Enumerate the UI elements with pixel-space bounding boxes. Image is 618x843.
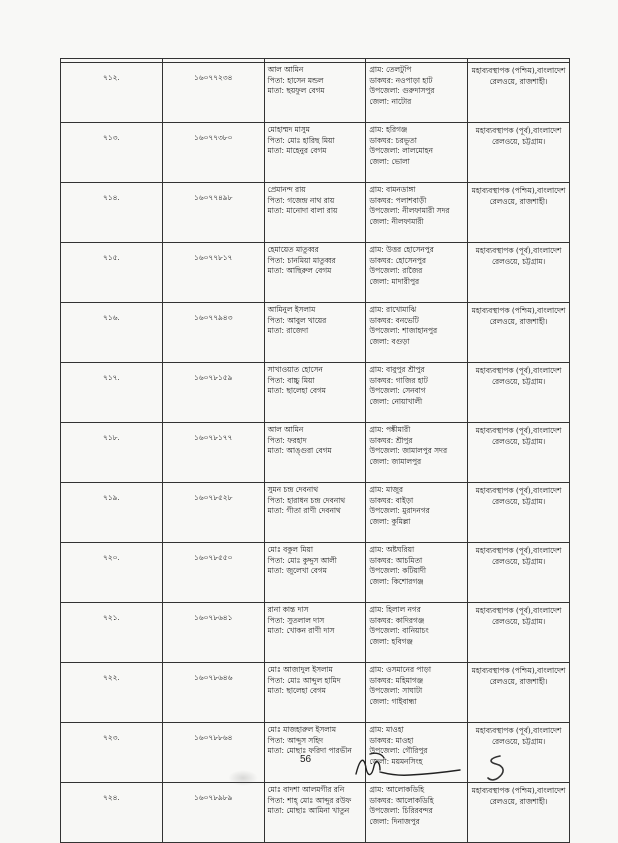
candidate-table-body — [61, 59, 570, 843]
candidate-info-cell — [264, 363, 366, 423]
posting-office: মহাব্যবস্থাপক (পূর্ব),বাংলাদেশ — [475, 606, 562, 615]
district: জেলা: ভোলা — [369, 156, 410, 166]
father-name: পিতা: গজেন্দ্র নাথ রায় — [267, 195, 335, 205]
village: গ্রাম: তেলটুপি — [369, 65, 412, 74]
address-cell — [366, 543, 468, 603]
address-cell — [366, 663, 468, 723]
serial-number-cell — [61, 363, 163, 423]
post-office: ডাকঘর: নওপাড়া হাট — [369, 75, 433, 85]
candidate-name: মোহাম্মদ মাসুম — [267, 125, 310, 134]
village: গ্রাম: অষ্টঘরিয়া — [369, 545, 415, 554]
upazila: উপজেলা: জামালপুর সদর — [369, 446, 448, 456]
upazila: উপজেলা: চিরিরবন্দর — [369, 806, 433, 816]
candidate-name: মোঃ বকুল মিয়া — [267, 545, 313, 554]
upazila: উপজেলা: গৌরিপুর — [369, 746, 428, 756]
village: গ্রাম: রাখোমাঝি — [369, 305, 417, 314]
mother-name: মাতা: মোছাঃ আমিনা খাতুন — [267, 806, 350, 816]
posting-office: মহাব্যবস্থাপক (পশ্চিম),বাংলাদেশ — [471, 786, 566, 795]
candidate-name: সুমন চন্দ্র দেবনাথ — [267, 485, 318, 494]
roll-number: ১৬০৭৮৬৪১ — [193, 613, 233, 622]
father-name: পিতা: ফরহাদ — [267, 435, 307, 445]
post-office: ডাকঘর: বনভেটি — [369, 315, 419, 325]
district: জেলা: মাদারীপুর — [369, 276, 420, 286]
posting-location: রেলওয়ে, চট্টগ্রাম। — [492, 257, 546, 266]
roll-number-cell — [162, 63, 264, 123]
candidate-name: আল আমিন — [267, 65, 304, 74]
post-office: ডাকঘর: গাজির হাট — [369, 375, 428, 385]
table-row — [61, 243, 570, 303]
father-name: পিতা: সুতলাল দাস — [267, 615, 325, 625]
serial-number: ৭২২. — [103, 673, 120, 682]
posting-cell — [468, 183, 570, 243]
posting-location: রেলওয়ে, রাজশাহী। — [489, 197, 548, 206]
upazila: উপজেলা: নীলফামারী সদর — [369, 206, 450, 216]
district: জেলা: নোয়াখালী — [369, 396, 423, 406]
candidate-info-cell — [264, 183, 366, 243]
candidate-info-cell — [264, 243, 366, 303]
village: গ্রাম: মাওহা — [369, 725, 404, 734]
roll-number-cell — [162, 243, 264, 303]
roll-number: ১৬০৭৮৫৫০ — [193, 553, 233, 562]
posting-cell — [468, 303, 570, 363]
father-name: পিতা: শাহ্ মোঃ আব্দুর রউফ — [267, 795, 351, 805]
candidate-name: মোঃ আজাদুল ইসলাম — [267, 665, 333, 674]
candidate-table — [60, 58, 570, 843]
roll-number: ১৬০৭৮৫২৮ — [193, 493, 233, 502]
posting-cell — [468, 363, 570, 423]
village: গ্রাম: হরিগঞ্জ — [369, 125, 408, 134]
roll-number: ১৬০৭৭৩৮০ — [193, 133, 233, 142]
serial-number: ৭১৯. — [103, 493, 120, 502]
upazila: উপজেলা: মুরাদনগর — [369, 506, 430, 516]
serial-number-cell — [61, 783, 163, 843]
roll-number-cell — [162, 663, 264, 723]
post-office: ডাকঘর: বাইড়া — [369, 495, 414, 505]
upazila: উপজেলা: রাজৈর — [369, 266, 423, 276]
post-office: ডাকঘর: চরভূতা — [369, 135, 417, 145]
district: জেলা: কিশোরগঞ্জ — [369, 576, 424, 586]
posting-cell — [468, 123, 570, 183]
serial-number-cell — [61, 423, 163, 483]
post-office: ডাকঘর: মাওহা — [369, 735, 414, 745]
mother-name: মাতা: মানোদা বালা রায় — [267, 206, 338, 216]
mother-name: মাতা: ছালেহা বেগম — [267, 386, 326, 396]
candidate-info-cell — [264, 123, 366, 183]
posting-cell — [468, 63, 570, 123]
candidate-info-cell — [264, 543, 366, 603]
roll-number: ১৬০৭৭৮১৭ — [193, 253, 233, 262]
roll-number: ১৬০৭৮৮৬৪ — [193, 733, 233, 742]
candidate-name: রানা কান্ত দাস — [267, 605, 309, 614]
village: গ্রাম: উত্তর হোসেনপুর — [369, 245, 434, 254]
district: জেলা: নাটোর — [369, 96, 412, 106]
serial-number-cell — [61, 663, 163, 723]
address-cell — [366, 63, 468, 123]
serial-number-cell — [61, 483, 163, 543]
mother-name: মাতা: মাহেনুর বেগম — [267, 146, 327, 156]
signature-mark — [350, 748, 520, 792]
table-row — [61, 543, 570, 603]
post-office: ডাকঘর: পলাশবাড়ী — [369, 195, 427, 205]
posting-cell — [468, 423, 570, 483]
roll-number: ১৬০৭৭২৩৪ — [193, 73, 233, 82]
serial-number: ৭২১. — [103, 613, 120, 622]
father-name: পিতা: বাচ্চু মিয়া — [267, 375, 315, 385]
serial-number-cell — [61, 183, 163, 243]
serial-number: ৭১৫. — [103, 253, 120, 262]
posting-office: মহাব্যবস্থাপক (পূর্ব),বাংলাদেশ — [475, 246, 562, 255]
table-row — [61, 63, 570, 123]
table-row — [61, 483, 570, 543]
mother-name: মাতা: রাজেদা — [267, 326, 309, 336]
posting-office: মহাব্যবস্থাপক (পূর্ব),বাংলাদেশ — [475, 426, 562, 435]
upazila: উপজেলা: সাঘাটা — [369, 686, 423, 696]
district: জেলা: নীলফামারী — [369, 216, 424, 226]
district: জেলা: কুমিল্লা — [369, 516, 411, 526]
district: জেলা: ময়মনসিংহ — [369, 756, 423, 766]
page-number: 56 — [300, 754, 312, 765]
candidate-info-cell — [264, 483, 366, 543]
serial-number-cell — [61, 603, 163, 663]
posting-location: রেলওয়ে, রাজশাহী। — [489, 77, 548, 86]
village: গ্রাম: ওসমানের পাড়া — [369, 665, 431, 674]
table-row — [61, 603, 570, 663]
posting-location: রেলওয়ে, চট্টগ্রাম। — [492, 137, 546, 146]
table-row — [61, 663, 570, 723]
father-name: পিতা: চানমিয়া মাতুব্বর — [267, 255, 336, 265]
table-row — [61, 423, 570, 483]
posting-location: রেলওয়ে, চট্টগ্রাম। — [492, 437, 546, 446]
serial-number-cell — [61, 723, 163, 783]
mother-name: মাতা: খোকন রাণী দাস — [267, 626, 335, 636]
candidate-name: প্রেমানন্দ রায় — [267, 185, 306, 194]
signature-scribble — [350, 748, 520, 788]
roll-number: ১৬০৭৮৯৮৯ — [193, 793, 233, 802]
posting-office: মহাব্যবস্থাপক (পূর্ব),বাংলাদেশ — [475, 546, 562, 555]
roll-number: ১৬০৭৮১৭৭ — [193, 433, 233, 442]
scan-smudge — [228, 770, 258, 786]
posting-office: মহাব্যবস্থাপক (পশ্চিম),বাংলাদেশ — [471, 306, 566, 315]
mother-name: মাতা: গীতা রাণী দেবনাথ — [267, 506, 341, 516]
posting-location: রেলওয়ে, চট্টগ্রাম। — [492, 377, 546, 386]
serial-number: ৭১৩. — [103, 133, 120, 142]
village: গ্রাম: হিলাল নগর — [369, 605, 421, 614]
mother-name: মাতা: ছয়ফুল বেগম — [267, 86, 325, 96]
posting-location: রেলওয়ে, চট্টগ্রাম। — [492, 737, 546, 746]
upazila: উপজেলা: শাজাহানপুর — [369, 326, 438, 336]
candidate-info-cell — [264, 603, 366, 663]
serial-number: ৭১৪. — [103, 193, 120, 202]
address-cell — [366, 243, 468, 303]
upazila: উপজেলা: গুরুদাসপুর — [369, 86, 435, 96]
post-office: ডাকঘর: আলোকডিহি — [369, 795, 434, 805]
serial-number: ৭১৮. — [103, 433, 120, 442]
upazila: উপজেলা: লালমোহন — [369, 146, 433, 156]
village: গ্রাম: মাজুর — [369, 485, 403, 494]
village: গ্রাম: বাবুপুর শ্রীপুর — [369, 365, 425, 374]
table-row — [61, 303, 570, 363]
village: গ্রাম: আলোকডিহি — [369, 785, 424, 794]
address-cell — [366, 303, 468, 363]
serial-number: ৭১৬. — [103, 313, 120, 322]
posting-location: রেলওয়ে, রাজশাহী। — [489, 797, 548, 806]
roll-number-cell — [162, 363, 264, 423]
mother-name: মাতা: মোছাঃ ফরিদা পারভীন — [267, 746, 352, 756]
father-name: পিতা: আব্দুস সহিদ — [267, 735, 324, 745]
upazila: উপজেলা: বানিয়াচং — [369, 626, 429, 636]
posting-location: রেলওয়ে, রাজশাহী। — [489, 317, 548, 326]
serial-number: ৭১২. — [103, 73, 120, 82]
serial-number-cell — [61, 243, 163, 303]
serial-number: ৭১৭. — [103, 373, 120, 382]
posting-office: মহাব্যবস্থাপক (পশ্চিম),বাংলাদেশ — [471, 186, 566, 195]
serial-number: ৭২৪. — [103, 793, 120, 802]
posting-cell — [468, 543, 570, 603]
village: গ্রাম: পঙ্কীমারী — [369, 425, 411, 434]
father-name: পিতা: হাসেন মন্ডল — [267, 75, 324, 85]
candidate-name: আল আমিন — [267, 425, 304, 434]
candidate-name: মোঃ মাজহারুল ইসলাম — [267, 725, 337, 734]
upazila: উপজেলা: সেনবাগ — [369, 386, 426, 396]
posting-office: মহাব্যবস্থাপক (পূর্ব),বাংলাদেশ — [475, 486, 562, 495]
mother-name: মাতা: জুলেখা বেগম — [267, 566, 327, 576]
posting-cell — [468, 243, 570, 303]
posting-cell — [468, 663, 570, 723]
posting-location: রেলওয়ে, রাজশাহী। — [489, 677, 548, 686]
posting-office: মহাব্যবস্থাপক (পূর্ব),বাংলাদেশ — [475, 366, 562, 375]
roll-number: ১৬০৭৮৬৪৬ — [193, 673, 233, 682]
district: জেলা: গাইবান্ধা — [369, 696, 417, 706]
post-office: ডাকঘর: কাদিরগঞ্জ — [369, 615, 425, 625]
roll-number-cell — [162, 423, 264, 483]
candidate-name: আমিনুল ইসলাম — [267, 305, 316, 314]
roll-number: ১৬০৭৭৯৪৩ — [193, 313, 233, 322]
address-cell — [366, 183, 468, 243]
district: জেলা: জামালপুর — [369, 456, 422, 466]
candidate-info-cell — [264, 63, 366, 123]
district: জেলা: দিনাজপুর — [369, 816, 420, 826]
posting-location: রেলওয়ে, চট্টগ্রাম। — [492, 557, 546, 566]
posting-office: মহাব্যবস্থাপক (পূর্ব),বাংলাদেশ — [475, 126, 562, 135]
address-cell — [366, 603, 468, 663]
mother-name: মাতা: আছিরুল বেগম — [267, 266, 332, 276]
father-name: পিতা: মোঃ আব্দুল হামিদ — [267, 675, 341, 685]
roll-number-cell — [162, 303, 264, 363]
posting-office: মহাব্যবস্থাপক (পশ্চিম),বাংলাদেশ — [471, 666, 566, 675]
table-row — [61, 363, 570, 423]
roll-number-cell — [162, 123, 264, 183]
roll-number-cell — [162, 543, 264, 603]
posting-location: রেলওয়ে, চট্টগ্রাম। — [492, 497, 546, 506]
serial-number: ৭২৩. — [103, 733, 120, 742]
district: জেলা: বগুড়া — [369, 336, 410, 346]
father-name: পিতা: মোঃ কুদ্দুস আলী — [267, 555, 337, 565]
serial-number-cell — [61, 303, 163, 363]
posting-cell — [468, 603, 570, 663]
serial-number-cell — [61, 123, 163, 183]
post-office: ডাকঘর: শ্রীপুর — [369, 435, 413, 445]
roll-number-cell — [162, 183, 264, 243]
address-cell — [366, 483, 468, 543]
roll-number-cell — [162, 603, 264, 663]
candidate-info-cell — [264, 303, 366, 363]
father-name: পিতা: আবুল খায়ের — [267, 315, 327, 325]
roll-number-cell — [162, 483, 264, 543]
candidate-name: হেমায়েত মাতুব্বর — [267, 245, 319, 254]
mother-name: মাতা: আঙ্গুরা বেগম — [267, 446, 332, 456]
upazila: উপজেলা: কটিয়াদী — [369, 566, 427, 576]
post-office: ডাকঘর: হোসেনপুর — [369, 255, 426, 265]
father-name: পিতা: মোঃ হারিছ মিয়া — [267, 135, 335, 145]
father-name: পিতা: হারাধন চন্দ্র দেবনাথ — [267, 495, 346, 505]
village: গ্রাম: বামনডাঙ্গা — [369, 185, 416, 194]
posting-cell — [468, 483, 570, 543]
candidate-name: সাখাওয়াত হোসেন — [267, 365, 323, 374]
posting-office: মহাব্যবস্থাপক (পশ্চিম),বাংলাদেশ — [471, 66, 566, 75]
address-cell — [366, 423, 468, 483]
posting-location: রেলওয়ে, চট্টগ্রাম। — [492, 617, 546, 626]
address-cell — [366, 363, 468, 423]
roll-number-cell — [162, 783, 264, 843]
serial-number-cell — [61, 543, 163, 603]
roll-number: ১৬০৭৭৪৯৮ — [193, 193, 233, 202]
posting-office: মহাব্যবস্থাপক (পূর্ব),বাংলাদেশ — [475, 726, 562, 735]
district: জেলা: হবিগঞ্জ — [369, 636, 413, 646]
post-office: ডাকঘর: মহিমাগঞ্জ — [369, 675, 424, 685]
serial-number-cell — [61, 63, 163, 123]
serial-number: ৭২০. — [103, 553, 120, 562]
candidate-info-cell — [264, 423, 366, 483]
post-office: ডাকঘর: আচমিতা — [369, 555, 423, 565]
table-row — [61, 123, 570, 183]
address-cell — [366, 123, 468, 183]
mother-name: মাতা: ছালেহা বেগম — [267, 686, 326, 696]
candidate-name: মোঃ বাদশা আলমগীর রনি — [267, 785, 345, 794]
roll-number: ১৬০৭৮১৫৯ — [193, 373, 233, 382]
candidate-info-cell — [264, 663, 366, 723]
table-row — [61, 183, 570, 243]
